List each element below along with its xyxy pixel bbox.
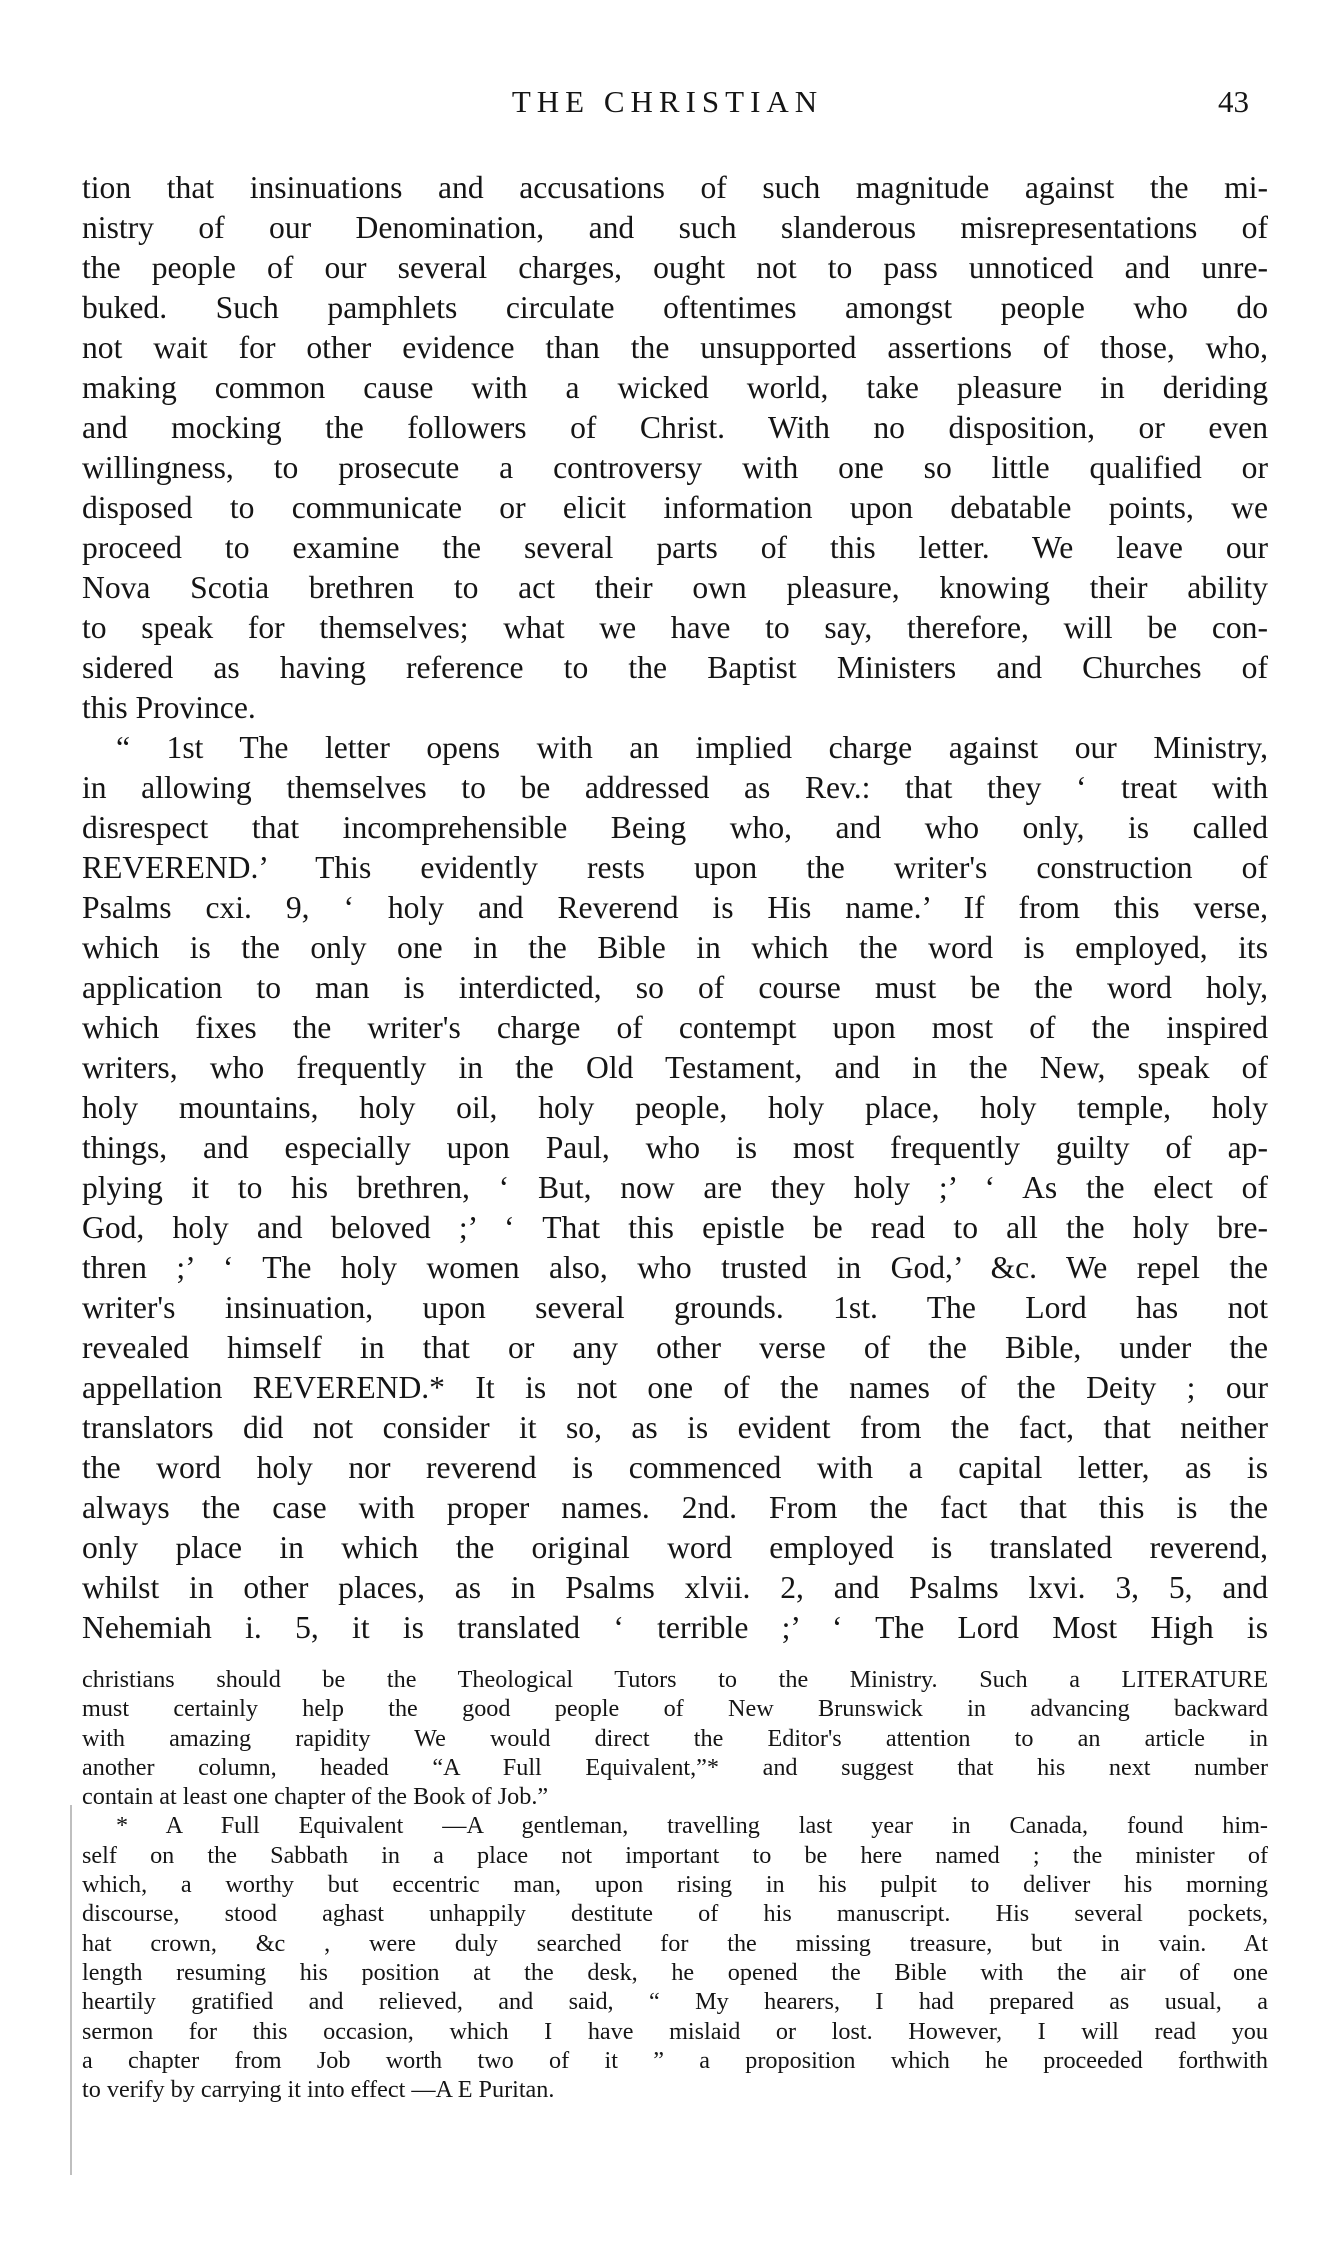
body-line: to speak for themselves; what we have to say, therefore, will be con- xyxy=(82,610,1268,645)
footnote-line: contain at least one chapter of the Book of Job.” xyxy=(82,1783,549,1811)
body-line: REVEREND.’ This evidently rests upon the writer's construction of xyxy=(82,850,1268,885)
footnote-line: sermon for this occasion, which I have mislaid or lost. However, I will read you xyxy=(82,2017,1268,2045)
running-title: THE CHRISTIAN xyxy=(511,84,824,119)
body-line: Nehemiah i. 5, it is translated ‘ terrible ;’ ‘ The Lord Most High is xyxy=(82,1610,1268,1645)
margin-rule xyxy=(70,1805,72,2175)
body-line: the people of our several charges, ought not to pass unnoticed and unre- xyxy=(82,250,1268,285)
body-line: Nova Scotia brethren to act their own pleasure, knowing their ability xyxy=(82,570,1268,605)
footnote-line: self on the Sabbath in a place not important to be here named ; the minister of xyxy=(82,1841,1268,1869)
body-line: nistry of our Denomination, and such slanderous misrepresentations of xyxy=(82,210,1268,245)
body-line: disposed to communicate or elicit information upon debatable points, we xyxy=(82,490,1268,525)
footnote-line: another column, headed “A Full Equivalent,”* and suggest that his next number xyxy=(82,1753,1268,1781)
body-line: God, holy and beloved ;’ ‘ That this epistle be read to all the holy bre- xyxy=(82,1210,1268,1245)
body-line: holy mountains, holy oil, holy people, holy place, holy temple, holy xyxy=(82,1090,1268,1125)
body-line: in allowing themselves to be addressed as Rev.: that they ‘ treat with xyxy=(82,770,1268,805)
body-line: sidered as having reference to the Baptist Ministers and Churches of xyxy=(82,650,1268,685)
body-line: revealed himself in that or any other verse of the Bible, under the xyxy=(82,1330,1268,1365)
body-line: “ 1st The letter opens with an implied charge against our Ministry, xyxy=(116,730,1268,765)
body-line: appellation REVEREND.* It is not one of the names of the Deity ; our xyxy=(82,1370,1268,1405)
body-line: which is the only one in the Bible in which the word is employed, its xyxy=(82,930,1268,965)
body-line: proceed to examine the several parts of this letter. We leave our xyxy=(82,530,1268,565)
running-header xyxy=(0,82,1335,122)
footnote-line: with amazing rapidity We would direct the Editor's attention to an article in xyxy=(82,1724,1268,1752)
body-line: thren ;’ ‘ The holy women also, who trusted in God,’ &c. We repel the xyxy=(82,1250,1268,1285)
body-line: things, and especially upon Paul, who is most frequently guilty of ap- xyxy=(82,1130,1268,1165)
body-line: writers, who frequently in the Old Testament, and in the New, speak of xyxy=(82,1050,1268,1085)
body-line: the word holy nor reverend is commenced with a capital letter, as is xyxy=(82,1450,1268,1485)
footnote-line: hat crown, &c , were duly searched for the missing treasure, but in vain. At xyxy=(82,1929,1268,1957)
body-line: writer's insinuation, upon several grounds. 1st. The Lord has not xyxy=(82,1290,1268,1325)
body-line: plying it to his brethren, ‘ But, now are they holy ;’ ‘ As the elect of xyxy=(82,1170,1268,1205)
footnote-line: heartily gratified and relieved, and said, “ My hearers, I had prepared as usual, a xyxy=(82,1988,1268,2016)
body-line: translators did not consider it so, as is evident from the fact, that neither xyxy=(82,1410,1268,1445)
body-line: disrespect that incomprehensible Being who, and who only, is called xyxy=(82,810,1268,845)
footnote-line: discourse, stood aghast unhappily destitute of his manuscript. His several pockets, xyxy=(82,1900,1268,1928)
body-line: which fixes the writer's charge of contempt upon most of the inspired xyxy=(82,1010,1268,1045)
body-line: tion that insinuations and accusations of such magnitude against the mi- xyxy=(82,170,1268,205)
body-line: willingness, to prosecute a controversy with one so little qualified or xyxy=(82,450,1268,485)
body-line: Psalms cxi. 9, ‘ holy and Reverend is His name.’ If from this verse, xyxy=(82,890,1268,925)
body-line: and mocking the followers of Christ. With no disposition, or even xyxy=(82,410,1268,445)
footnote-line: which, a worthy but eccentric man, upon rising in his pulpit to deliver his morning xyxy=(82,1871,1268,1899)
body-line: always the case with proper names. 2nd. From the fact that this is the xyxy=(82,1490,1268,1525)
body-line: this Province. xyxy=(82,690,256,725)
body-line: application to man is interdicted, so of course must be the word holy, xyxy=(82,970,1268,1005)
footnote-line: a chapter from Job worth two of it ” a proposition which he proceeded forthwith xyxy=(82,2046,1268,2074)
footnote-line: to verify by carrying it into effect —A E Puritan. xyxy=(82,2076,555,2104)
body-text xyxy=(82,168,1268,1648)
body-line: buked. Such pamphlets circulate oftentimes amongst people who do xyxy=(82,290,1268,325)
body-line: making common cause with a wicked world, take pleasure in deriding xyxy=(82,370,1268,405)
footnote-line: christians should be the Theological Tutors to the Ministry. Such a LITERATURE xyxy=(82,1666,1268,1693)
footnote-line: must certainly help the good people of New Brunswick in advancing backward xyxy=(82,1695,1268,1723)
body-line: not wait for other evidence than the unsupported assertions of those, who, xyxy=(82,330,1268,365)
body-line: whilst in other places, as in Psalms xlvii. 2, and Psalms lxvi. 3, 5, and xyxy=(82,1570,1268,1605)
footnote-line: * A Full Equivalent —A gentleman, travelling last year in Canada, found him- xyxy=(116,1812,1268,1840)
page-number: 43 xyxy=(1218,84,1249,119)
footnote-line: length resuming his position at the desk, he opened the Bible with the air of one xyxy=(82,1958,1268,1986)
footnotes xyxy=(82,1665,1268,2104)
body-line: only place in which the original word employed is translated reverend, xyxy=(82,1530,1268,1565)
